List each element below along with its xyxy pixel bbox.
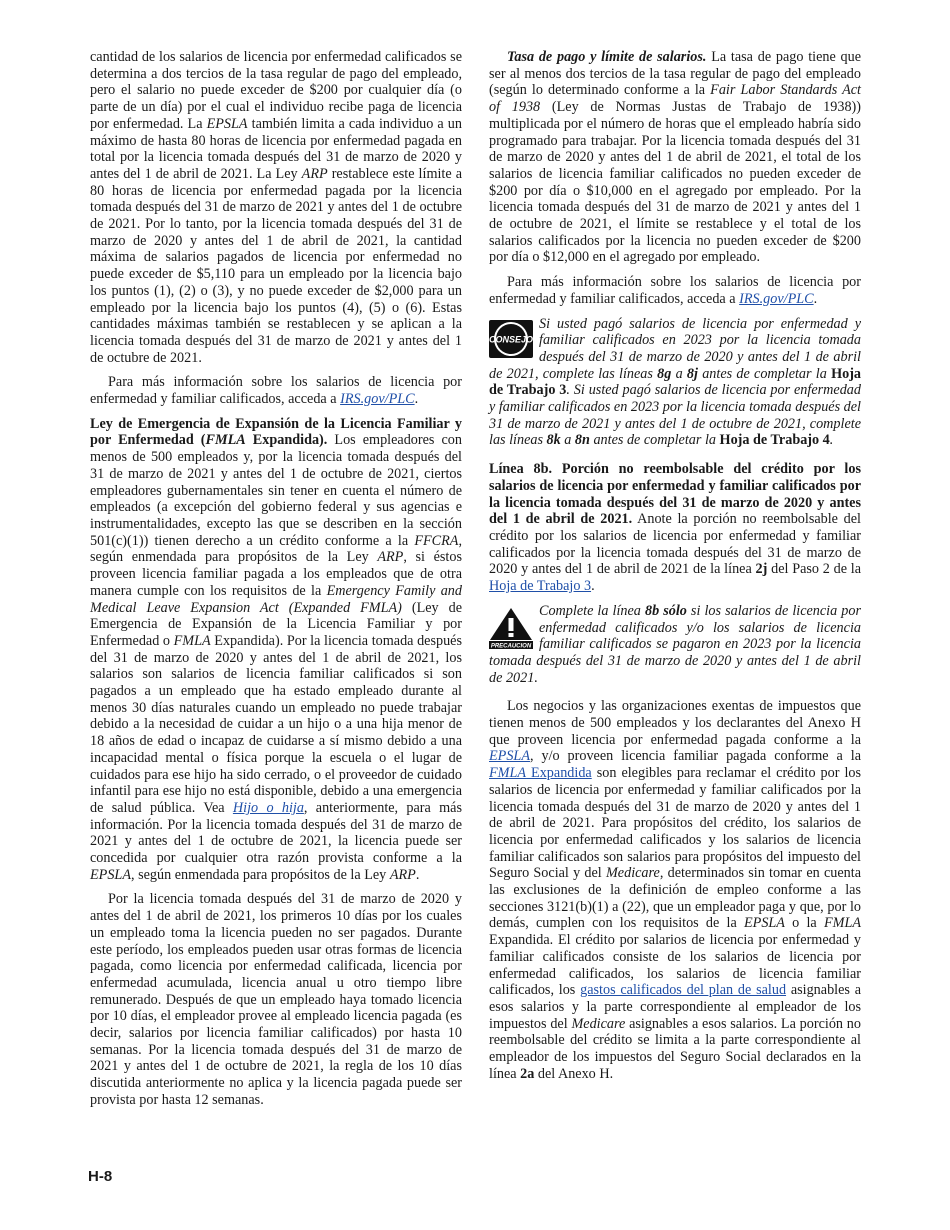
paragraph: cantidad de los salarios de licencia por enfermedad calificados se determina a dos tercios de la tasa regular de pago del empleado, pero el salario no puede exceder de $200 por cualquier día (o parte de un día) por el cual el individuo recibe paga de licencia por enfermedad. La EPSLA también limita a cada individuo a un máximo de hasta 80 horas de licencia por enfermedad pagada en total por la licencia tomada después del 31 de marzo de 2020 y antes del 1 de abril de 2021. La Ley ARP restablece este límite a 80 horas de licencia por enfermedad pagada por la licencia tomada después del 31 de marzo de 2021 y antes del 1 de octubre de 2021. Por lo tanto, por la licencia tomada después del 31 de marzo de 2020 y antes del 1 de abril de 2021, la cantidad máxima de salarios pagados de licencia por enfermedad no puede exceder de $5,110 para un empleado por la licencia bajo los puntos (1), (2) o (3), y no puede exceder de $2,000 para un empleado por la licencia bajo los puntos (4), (5) o (6). Estas cantidades máximas también se restablecen y se aplican a la licencia tomada después del 31 de marzo de 2021 y antes del 1 de octubre de 2021. bbox=[90, 49, 462, 366]
hijo-o-hija-link[interactable]: Hijo o hija bbox=[232, 799, 304, 816]
consejo-badge-icon bbox=[489, 320, 533, 358]
svg-text:CONSEJO: CONSEJO bbox=[489, 334, 533, 345]
hoja-de-trabajo-3-link[interactable]: Hoja de Trabajo 3 bbox=[489, 578, 592, 595]
right-column bbox=[489, 49, 861, 1090]
caution-warning-icon bbox=[489, 607, 533, 649]
section-heading: Ley de Emergencia de Expansión de la Licencia Familiar y por Enfermedad (FMLA Expandida). bbox=[90, 415, 462, 449]
paragraph: Para más información sobre los salarios de licencia por enfermedad y familiar calificados, acceda a IRS.gov/PLC. bbox=[489, 274, 861, 307]
paragraph: Tasa de pago y límite de salarios. La tasa de pago tiene que ser al menos dos tercios de la tasa regular de pago del empleado (según lo determinado conforme a la Fair Labor Standards Act of 1938 (Ley de Normas Justas de Trabajo de 1938)) multiplicada por el número de horas que el empleado habría sido programado para trabajar. Por la licencia tomada después del 31 de marzo de 2020 y antes del 1 de abril de 2021, el total de los salarios de licencia familiar calificados no pueden exceder de $200 por día o $10,000 en el agregado por empleado. Por la licencia tomada después del 31 de marzo de 2021 y antes del 1 de octubre de 2021, el límite se restablece y el total de los salarios calificados por la licencia no pueden exceder de $200 por día o $12,000 en el agregado por empleado. bbox=[489, 49, 862, 266]
tip-callout: CONSEJO Si usted pagó salarios de licencia por enfermedad y familiar calificados en 2023 por la licencia tomada después del 31 de marzo de 2020 y antes del 1 de abril de 2021, complete las líneas 8g a 8j antes de completar la Hoja de Trabajo 3. Si usted pagó salarios de licencia por enfermedad y familiar calificados en 2023 por la licencia tomada después del 31 de marzo de 2021 y antes del 1 de octubre de 2021, complete las líneas 8k a 8n antes de completar la Hoja de Trabajo 4. bbox=[489, 315, 862, 449]
gastos-plan-de-salud-link[interactable]: gastos calificados del plan de salud bbox=[580, 982, 787, 999]
fmla-expandida-link[interactable]: FMLA Expandida bbox=[489, 765, 592, 782]
irs-plc-link[interactable]: IRS.gov/PLC bbox=[340, 391, 415, 408]
paragraph: Ley de Emergencia de Expansión de la Licencia Familiar y por Enfermedad (FMLA Expandida). Los empleadores con menos de 500 empleados y, por la licencia tomada después del 31 de marzo de 2021 y antes del 1 de octubre de 2021, ciertos empleadores gubernamentales sin tener en cuenta el número de empleados (a excepción del gobierno federal y sus agencias e instrumentalidades, excepto las que se describen en la sección 501(c)(1)) tienen derecho a un crédito conforme a la FFCRA, según enmendada para propósitos de la Ley ARP, si éstos proveen licencia familiar pagada a los empleados que de otra manera cumple con los requisitos de la Emergency Family and Medical Leave Expansion Act (Expanded FMLA) (Ley de Emergencia de Expansión de la Licencia Familiar y por Enfermedad o FMLA Expandida). Por la licencia tomada después del 31 de marzo de 2020 y antes del 1 de abril de 2021, los salarios son salarios de licencia familiar calificados si son pagados a un empleado que ha estado empleado durante al menos 30 días naturales cuando un empleado no puede trabajar debido a la necesidad de cuidar a un hijo o a una hija menor de 18 años de edad o incapaz de cuidarse a sí mismo debido a una incapacidad mental o física porque la escuela o el lugar de cuidados para ese hijo ha sido cerrado, o el proveedor de cuidado infantil para ese hijo no está disponible, debido a una emergencia de salud pública. Vea Hijo o hija, anteriormente, para más información. Por la licencia tomada después del 31 de marzo de 2021 y antes del 1 de octubre de 2021, la licencia puede ser concedida por cualquier otra razón provista conforme a la EPSLA, según enmendada para propósitos de la Ley ARP. bbox=[90, 415, 462, 883]
irs-plc-link[interactable]: IRS.gov/PLC bbox=[739, 290, 814, 307]
caution-callout: PRECAUCION Complete la línea 8b sólo si los salarios de licencia por enfermedad calificados y/o los salarios de licencia familiar calificados se pagaron en 2023 por la licencia tomada después del 31 de marzo de 2020 y antes del 1 de abril de 2021. bbox=[489, 602, 861, 686]
svg-text:PRECAUCION: PRECAUCION bbox=[490, 643, 532, 649]
paragraph: Por la licencia tomada después del 31 de marzo de 2020 y antes del 1 de abril de 2021, los primeros 10 días por los cuales un empleado toma la licencia pueden no ser pagados. Durante este período, los empleados pueden usar otras formas de licencia pagada, como licencia por enfermedad calificada, licencia por enfermedad acumulada, licencia anual u otro tiempo libre remunerado. Después de que un empleado haya tomado licencia por 10 días, el empleador provee al empleado licencia pagada (es decir, salarios por licencia familiar calificados) por hasta 10 semanas. Por la licencia tomada después del 31 de marzo de 2021 y antes del 1 de octubre de 2021, la regla de los 10 días discutida anteriormente no aplica y la licencia pagada puede ser provista por hasta 12 semanas. bbox=[90, 891, 462, 1108]
paragraph: Para más información sobre los salarios de licencia por enfermedad y familiar calificados, acceda a IRS.gov/PLC. bbox=[90, 374, 462, 408]
left-column bbox=[90, 49, 462, 1117]
epsla-link[interactable]: EPSLA bbox=[489, 748, 530, 765]
section-heading: Tasa de pago y límite de salarios. bbox=[507, 49, 707, 65]
paragraph: Línea 8b. Porción no reembolsable del crédito por los salarios de licencia por enfermedad y familiar calificados por la licencia tomada después del 31 de marzo de 2020 y antes del 1 de abril de 2021. Anote la porción no reembolsable del crédito por los salarios de licencia por enfermedad y familiar calificados por la licencia tomada después del 31 de marzo de 2020 y antes del 1 de abril de 2021 de la línea 2j del Paso 2 de la Hoja de Trabajo 3. bbox=[489, 461, 862, 595]
paragraph: Los negocios y las organizaciones exentas de impuestos que tienen menos de 500 empleados y los declarantes del Anexo H que proveen licencia por enfermedad pagada conforme a la EPSLA, y/o proveen licencia familiar pagada conforme a la FMLA Expandida son elegibles para reclamar el crédito por los salarios de licencia por enfermedad y familiar calificados por la licencia tomada después del 31 de marzo de 2020 y antes del 1 de abril de 2021. Para propósitos del crédito, los salarios de licencia por enfermedad calificados y los salarios de licencia familiar calificados son salarios para propósitos del impuesto del Seguro Social y del Medicare, determinados sin tomar en cuenta las exclusiones de la definición de empleo conforme a las secciones 3121(b)(1) a (22), que un empleador paga y que, por lo demás, cumplen con los requisitos de la EPSLA o la FMLA Expandida. El crédito por salarios de licencia por enfermedad y familiar calificados consiste de los salarios de licencia por enfermedad calificados, los salarios de licencia familiar calificados, los gastos calificados del plan de salud asignables a esos salarios y la parte correspondiente al empleador de los impuestos del Medicare asignables a esos salarios. La porción no reembolsable del crédito se limita a la parte correspondiente al empleador de los impuestos del Seguro Social declarados en la línea 2a del Anexo H. bbox=[489, 698, 862, 1082]
page-number: H-8 bbox=[88, 1168, 113, 1185]
section-heading: Línea 8b. Porción no reembolsable del crédito por los salarios de licencia por enfermedad y familiar calificados por la licencia tomada después del 31 de marzo de 2020 y antes del 1 de abril de 2021. bbox=[489, 461, 861, 528]
